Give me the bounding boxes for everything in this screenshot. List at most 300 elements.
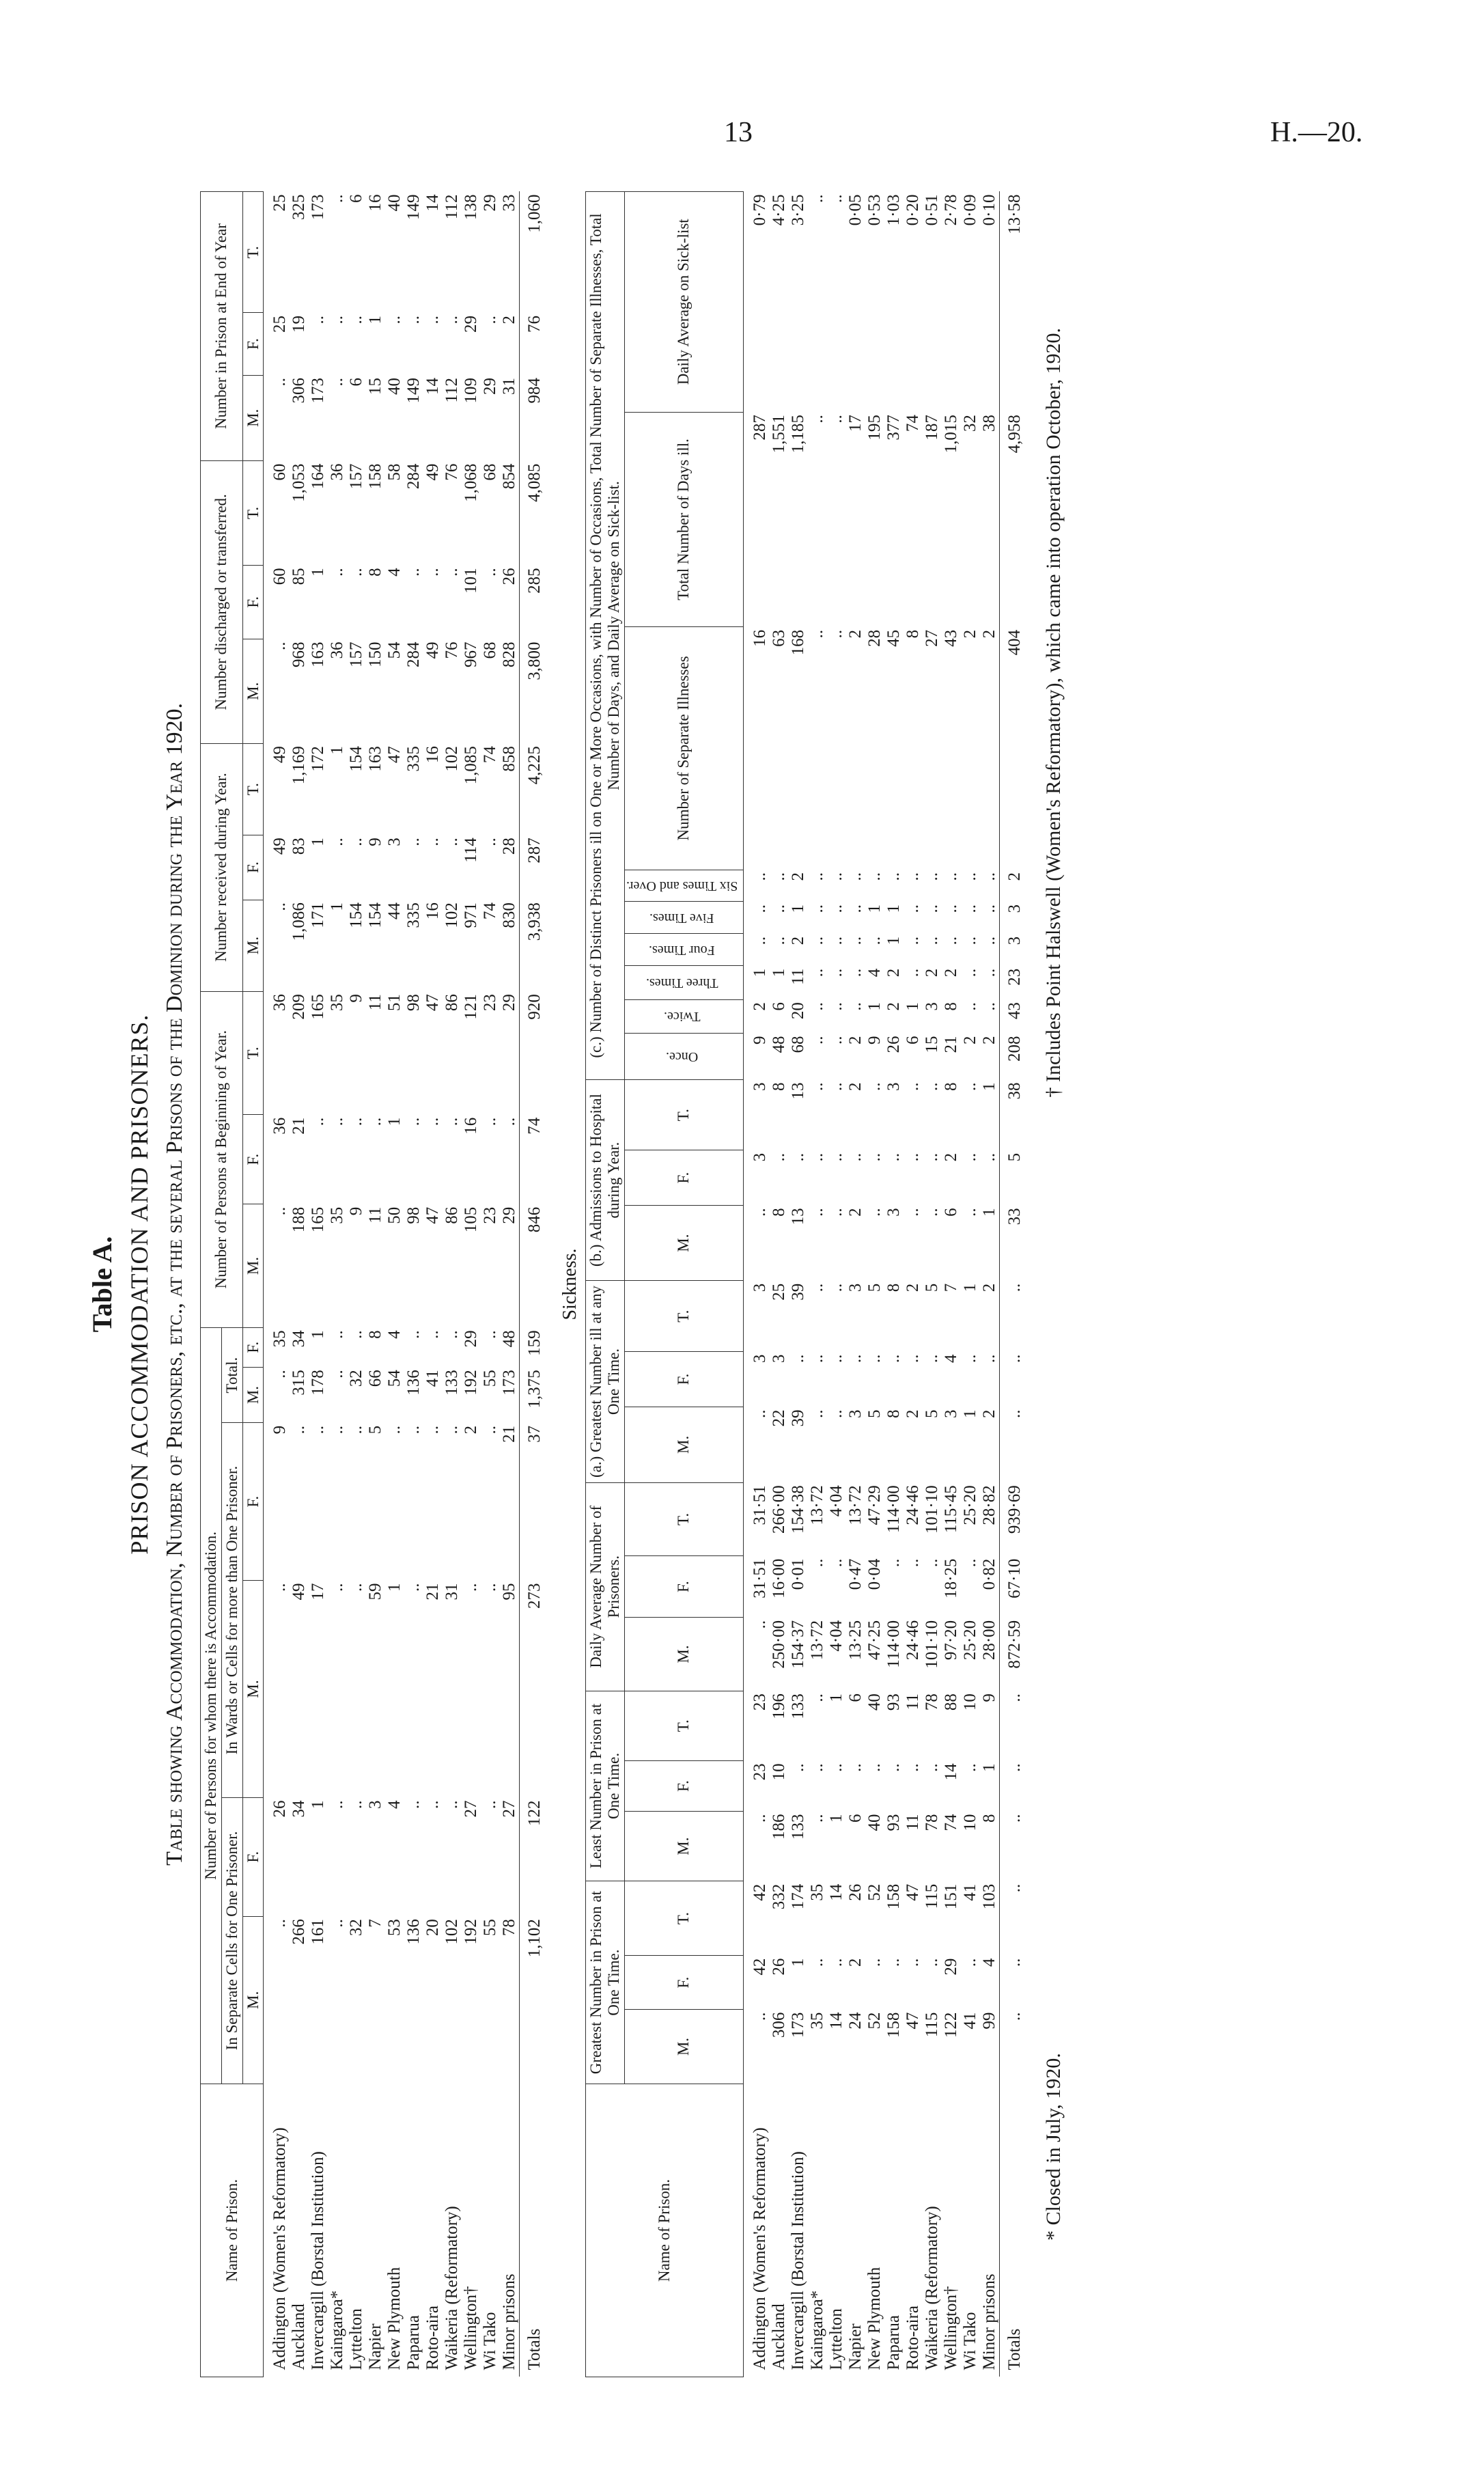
table-cell: 48 bbox=[769, 1036, 788, 1053]
table-cell: .. bbox=[865, 1958, 884, 1967]
table-cell: .. bbox=[443, 1800, 462, 1809]
table-cell: 115·45 bbox=[941, 1485, 960, 1534]
table-cell: 151 bbox=[941, 1883, 960, 1910]
col-daily-average: Daily Average Number of Prisoners. bbox=[586, 1482, 625, 1691]
table-cell: 47 bbox=[423, 994, 443, 1012]
table-cell: .. bbox=[328, 838, 347, 846]
table-cell: .. bbox=[960, 1208, 979, 1217]
table-cell: 0·79 bbox=[750, 194, 769, 226]
table-cell: 2 bbox=[845, 629, 865, 639]
table-cell: .. bbox=[826, 1283, 845, 1292]
footnote-closed: * Closed in July, 1920. bbox=[1041, 2053, 1065, 2241]
table-cell: .. bbox=[328, 1330, 347, 1339]
sickness-table bbox=[585, 191, 1030, 2377]
table-cell: 1,086 bbox=[290, 902, 309, 941]
table-cell: 2 bbox=[845, 1208, 865, 1217]
table-cell: .. bbox=[845, 1002, 865, 1011]
table-cell: .. bbox=[481, 1800, 500, 1809]
table-cell: 27 bbox=[500, 1800, 519, 1818]
table-cell: .. bbox=[443, 568, 462, 577]
table-cell: .. bbox=[865, 872, 884, 881]
table-cell: .. bbox=[750, 1208, 769, 1217]
table-cell: 1 bbox=[865, 1002, 884, 1011]
prison-name: Roto-aira bbox=[423, 2306, 443, 2370]
table-cell: .. bbox=[309, 315, 328, 324]
table-cell: 112 bbox=[443, 378, 462, 403]
table-cell: 335 bbox=[404, 746, 423, 772]
table-cell: 0·20 bbox=[903, 194, 922, 226]
table-cell: .. bbox=[385, 1425, 404, 1435]
table-cell: .. bbox=[385, 315, 404, 324]
totals-row bbox=[520, 192, 550, 2377]
table-row bbox=[264, 192, 290, 2377]
table-cell: 18·25 bbox=[941, 1558, 960, 1599]
table-cell: 3 bbox=[750, 1283, 769, 1292]
table-cell: 149 bbox=[404, 378, 423, 404]
table-cell: 76 bbox=[443, 641, 462, 659]
table-cell: .. bbox=[309, 1117, 328, 1126]
table-cell: 9 bbox=[750, 1036, 769, 1044]
col-beginning: Number of Persons at Beginning of Year. bbox=[201, 991, 243, 1327]
table-cell: 195 bbox=[865, 415, 884, 441]
col-admissions: (b.) Admissions to Hospital during Year. bbox=[586, 1079, 625, 1280]
table-cell: 1 bbox=[979, 1763, 998, 1772]
table-cell: 35 bbox=[328, 994, 347, 1012]
table-cell: 154 bbox=[347, 902, 366, 928]
table-title: Table A. bbox=[87, 1236, 117, 1333]
table-cell: 29 bbox=[462, 315, 481, 333]
table-row bbox=[481, 192, 500, 2377]
table-cell: 0·82 bbox=[979, 1558, 998, 1590]
table-cell: 42 bbox=[750, 1883, 769, 1901]
table-cell: 74 bbox=[941, 1814, 960, 1831]
table-cell: .. bbox=[922, 1558, 941, 1568]
col2-name-of-prison: Name of Prison. bbox=[586, 2084, 744, 2377]
table-cell: 2 bbox=[941, 1152, 960, 1162]
table-cell: 101·10 bbox=[922, 1620, 941, 1669]
totals-cell: 4,085 bbox=[520, 461, 550, 566]
table-cell: 121 bbox=[462, 994, 481, 1020]
table-cell: 173 bbox=[500, 1370, 519, 1396]
table-cell: 3 bbox=[769, 1354, 788, 1364]
totals-cell: 285 bbox=[520, 565, 550, 639]
table-cell: .. bbox=[423, 1117, 443, 1126]
table-cell: 971 bbox=[462, 902, 481, 928]
table-cell: .. bbox=[328, 194, 347, 203]
table-cell: .. bbox=[826, 194, 845, 203]
table-cell: 26 bbox=[884, 1036, 903, 1053]
totals-cell: 872·59 bbox=[999, 1618, 1030, 1691]
table-subtitle: PRISON ACCOMMODATION AND PRISONERS. bbox=[126, 1014, 153, 1555]
table-cell: .. bbox=[884, 1763, 903, 1772]
table-cell: .. bbox=[884, 1958, 903, 1967]
sex-header-m: M. bbox=[242, 1367, 264, 1423]
table-cell: .. bbox=[903, 1208, 922, 1217]
table-cell: 4 bbox=[385, 1330, 404, 1339]
table-cell: 20 bbox=[788, 1002, 807, 1020]
table-cell: .. bbox=[922, 1354, 941, 1364]
col-received: Number received during Year. bbox=[201, 743, 243, 991]
table-cell: 0·05 bbox=[845, 194, 865, 226]
table-cell: .. bbox=[960, 936, 979, 945]
col-name-of-prison: Name of Prison. bbox=[201, 2084, 264, 2377]
table-cell: 9 bbox=[270, 1425, 290, 1435]
table-cell: 40 bbox=[865, 1693, 884, 1711]
table-cell: 3 bbox=[750, 1354, 769, 1364]
table-cell: 2 bbox=[845, 1036, 865, 1044]
sex-header-t: T. bbox=[242, 192, 264, 313]
table-cell: .. bbox=[347, 315, 366, 324]
table-cell: .. bbox=[807, 194, 826, 203]
sex-header-t: T. bbox=[624, 1691, 743, 1760]
table-cell: 20 bbox=[423, 1919, 443, 1937]
table-cell: .. bbox=[865, 1082, 884, 1091]
table-cell: 1 bbox=[309, 1800, 328, 1809]
table-cell: .. bbox=[404, 1800, 423, 1809]
table-cell: 161 bbox=[309, 1919, 328, 1945]
table-cell: 173 bbox=[788, 2012, 807, 2038]
totals-cell: .. bbox=[999, 1881, 1030, 1956]
table-cell: .. bbox=[960, 1152, 979, 1162]
table-cell: 35 bbox=[807, 2012, 826, 2030]
table-cell: 1 bbox=[309, 568, 328, 577]
table-cell: 287 bbox=[750, 415, 769, 441]
table-cell: 27 bbox=[462, 1800, 481, 1818]
table-cell: .. bbox=[903, 872, 922, 881]
table-cell: .. bbox=[270, 1583, 290, 1592]
table-cell: 306 bbox=[290, 378, 309, 404]
table-cell: 85 bbox=[290, 568, 309, 585]
table-cell: 86 bbox=[443, 1206, 462, 1224]
table-cell: 4 bbox=[865, 968, 884, 978]
table-cell: 42 bbox=[750, 1958, 769, 1976]
sex-header-f: F. bbox=[242, 565, 264, 639]
table-cell: .. bbox=[423, 1425, 443, 1435]
table-cell: 58 bbox=[385, 463, 404, 481]
table-cell: 13·72 bbox=[807, 1485, 826, 1525]
totals-cell: 939·69 bbox=[999, 1482, 1030, 1555]
table-cell: 3 bbox=[845, 1409, 865, 1418]
six-times-label: Six Times and Over. bbox=[626, 878, 738, 894]
table-cell: 31 bbox=[500, 378, 519, 396]
col-twice bbox=[624, 999, 743, 1033]
table-cell: 115 bbox=[922, 1883, 941, 1909]
table-cell: 102 bbox=[443, 902, 462, 928]
table-cell: 178 bbox=[309, 1370, 328, 1396]
table-cell: .. bbox=[807, 1036, 826, 1044]
table-cell: .. bbox=[807, 936, 826, 945]
sex-header-m: M. bbox=[242, 900, 264, 991]
table-cell: 164 bbox=[309, 463, 328, 490]
table-cell: .. bbox=[309, 1425, 328, 1435]
table-cell: 136 bbox=[404, 1919, 423, 1945]
table-cell: .. bbox=[462, 1583, 481, 1592]
table-cell: .. bbox=[865, 1208, 884, 1217]
totals-cell: 3 bbox=[999, 902, 1030, 934]
table-cell: 14 bbox=[941, 1763, 960, 1781]
col-five-times bbox=[624, 902, 743, 934]
table-cell: 27 bbox=[922, 629, 941, 647]
table-cell: 2 bbox=[960, 1036, 979, 1044]
table-cell: 8 bbox=[941, 1002, 960, 1011]
table-cell: .. bbox=[270, 378, 290, 387]
totals-cell: 4,225 bbox=[520, 743, 550, 835]
table-cell: .. bbox=[404, 568, 423, 577]
table-cell: .. bbox=[922, 1958, 941, 1967]
table-cell: .. bbox=[443, 315, 462, 324]
table-cell: .. bbox=[960, 1354, 979, 1364]
table-cell: .. bbox=[347, 1583, 366, 1592]
table-cell: .. bbox=[922, 936, 941, 945]
table-cell: 101 bbox=[462, 568, 481, 594]
table-cell: 40 bbox=[385, 194, 404, 212]
table-cell: 47 bbox=[423, 1206, 443, 1224]
sex-header-m: M. bbox=[624, 1812, 743, 1881]
table-cell: .. bbox=[750, 872, 769, 881]
table-cell: 196 bbox=[769, 1693, 788, 1719]
table-cell: 14 bbox=[826, 1883, 845, 1901]
sex-header-f: F. bbox=[624, 1956, 743, 2010]
four-times-label: Four Times. bbox=[649, 942, 715, 958]
table-row bbox=[827, 192, 846, 2377]
table-cell: .. bbox=[270, 1919, 290, 1928]
table-cell: 83 bbox=[290, 838, 309, 855]
sex-header-m: M. bbox=[242, 1204, 264, 1328]
table-row bbox=[789, 192, 808, 2377]
table-cell: 23 bbox=[750, 1693, 769, 1711]
totals-cell: 37 bbox=[520, 1423, 550, 1581]
table-cell: 9 bbox=[347, 994, 366, 1003]
table-cell: 49 bbox=[270, 838, 290, 855]
col-wards: In Wards or Cells for more than One Prisoner. bbox=[221, 1423, 242, 1798]
table-cell: 60 bbox=[270, 463, 290, 481]
table-cell: 2 bbox=[884, 968, 903, 978]
table-cell: 3 bbox=[922, 1002, 941, 1011]
table-cell: 8 bbox=[903, 629, 922, 639]
table-cell: 306 bbox=[769, 2012, 788, 2038]
table-row bbox=[443, 192, 462, 2377]
table-cell: 24·46 bbox=[903, 1485, 922, 1525]
table-cell: 6 bbox=[347, 378, 366, 387]
totals-cell: 3,938 bbox=[520, 900, 550, 991]
totals-cell: .. bbox=[999, 2010, 1030, 2084]
prison-name: Waikeria (Reformatory) bbox=[443, 2206, 462, 2370]
table-cell: 1·03 bbox=[884, 194, 903, 226]
table-cell: 25 bbox=[270, 194, 290, 212]
totals-cell: 404 bbox=[999, 627, 1030, 870]
col-end-of-year: Number in Prison at End of Year bbox=[201, 192, 243, 461]
table-cell: 114·00 bbox=[884, 1485, 903, 1534]
table-cell: 74 bbox=[903, 415, 922, 432]
table-cell: 8 bbox=[366, 568, 385, 577]
table-cell: .. bbox=[347, 1330, 366, 1339]
totals-cell: 38 bbox=[999, 1079, 1030, 1150]
table-cell: 0·10 bbox=[979, 194, 998, 226]
sex-header-t: T. bbox=[624, 1881, 743, 1956]
table-cell: .. bbox=[845, 1763, 865, 1772]
table-cell: 39 bbox=[788, 1283, 807, 1301]
prison-name: Wellington† bbox=[462, 2286, 481, 2370]
table-cell: .. bbox=[960, 872, 979, 881]
table-cell: 150 bbox=[366, 641, 385, 667]
table-cell: 11 bbox=[903, 1693, 922, 1711]
table-cell: 4 bbox=[385, 568, 404, 577]
totals-cell: .. bbox=[999, 1352, 1030, 1407]
table-cell: .. bbox=[290, 1425, 309, 1435]
table-cell: 8 bbox=[979, 1814, 998, 1823]
table-cell: 1 bbox=[328, 746, 347, 755]
table-cell: 26 bbox=[769, 1958, 788, 1976]
table-cell: .. bbox=[884, 1558, 903, 1568]
table-cell: 59 bbox=[366, 1583, 385, 1601]
table-cell: 3 bbox=[845, 1283, 865, 1292]
table-cell: 967 bbox=[462, 641, 481, 667]
totals-row bbox=[999, 192, 1030, 2377]
table-cell: 1 bbox=[960, 1409, 979, 1418]
table-cell: .. bbox=[884, 1152, 903, 1162]
totals-cell: 122 bbox=[520, 1797, 550, 1916]
table-cell: 31·51 bbox=[750, 1485, 769, 1525]
totals-cell: 13·58 bbox=[999, 192, 1030, 413]
table-cell: 49 bbox=[423, 463, 443, 481]
table-cell: .. bbox=[826, 1208, 845, 1217]
table-cell: 0·04 bbox=[865, 1558, 884, 1590]
table-cell: 6 bbox=[941, 1208, 960, 1217]
totals-cell: 159 bbox=[520, 1327, 550, 1367]
table-cell: 13·25 bbox=[845, 1620, 865, 1661]
table-cell: 63 bbox=[769, 629, 788, 647]
table-cell: 23 bbox=[481, 994, 500, 1012]
table-cell: 76 bbox=[443, 463, 462, 481]
table-row bbox=[385, 192, 404, 2377]
table-cell: 1,185 bbox=[788, 415, 807, 454]
totals-cell: .. bbox=[999, 1760, 1030, 1811]
table-cell: .. bbox=[865, 1763, 884, 1772]
totals-cell: 287 bbox=[520, 835, 550, 900]
prison-name: Napier bbox=[366, 2323, 385, 2370]
table-cell: 25 bbox=[769, 1283, 788, 1301]
table-cell: .. bbox=[270, 1370, 290, 1379]
table-cell: 53 bbox=[385, 1919, 404, 1937]
table-cell: 158 bbox=[366, 463, 385, 490]
table-cell: 41 bbox=[960, 1883, 979, 1901]
table-cell: 1 bbox=[385, 1117, 404, 1126]
table-cell: 172 bbox=[309, 746, 328, 772]
accommodation-table-body bbox=[264, 192, 550, 2377]
table-cell: 165 bbox=[309, 994, 328, 1020]
table-cell: 2 bbox=[922, 968, 941, 978]
table-cell: 154·37 bbox=[788, 1620, 807, 1669]
table-cell: 29 bbox=[481, 194, 500, 212]
table-cell: .. bbox=[979, 968, 998, 978]
table-cell: 36 bbox=[328, 463, 347, 481]
table-cell: .. bbox=[826, 1002, 845, 1011]
table-cell: .. bbox=[481, 315, 500, 324]
table-cell: 157 bbox=[347, 463, 366, 490]
totals-cell: 33 bbox=[999, 1205, 1030, 1280]
table-cell: .. bbox=[922, 1082, 941, 1091]
prison-name: Auckland bbox=[769, 2303, 788, 2370]
table-cell: .. bbox=[979, 872, 998, 881]
table-cell: 8 bbox=[769, 1082, 788, 1091]
sex-header-t: T. bbox=[624, 1482, 743, 1555]
table-cell: 2 bbox=[845, 1082, 865, 1091]
table-cell: 174 bbox=[788, 1883, 807, 1910]
prison-name: Lyttelton bbox=[826, 2308, 845, 2370]
table-cell: 68 bbox=[481, 463, 500, 481]
table-cell: 45 bbox=[884, 629, 903, 647]
sex-header-m: M. bbox=[624, 1205, 743, 1280]
table-row bbox=[743, 192, 770, 2377]
table-cell: .. bbox=[845, 936, 865, 945]
table-cell: 26 bbox=[845, 1883, 865, 1901]
table-cell: .. bbox=[826, 1036, 845, 1044]
table-cell: 4 bbox=[979, 1958, 998, 1967]
sex-header-m: M. bbox=[624, 1618, 743, 1691]
table-cell: 192 bbox=[462, 1370, 481, 1396]
table-cell: 9 bbox=[347, 1206, 366, 1216]
table-cell: 149 bbox=[404, 194, 423, 220]
table-cell: 3 bbox=[884, 1208, 903, 1217]
table-cell: .. bbox=[845, 904, 865, 913]
table-cell: 41 bbox=[960, 2012, 979, 2030]
table-cell: 24 bbox=[845, 2012, 865, 2030]
table-row bbox=[404, 192, 423, 2377]
table-cell: .. bbox=[903, 904, 922, 913]
table-cell: 3 bbox=[750, 1152, 769, 1162]
once-label: Once. bbox=[665, 1049, 699, 1064]
table-cell: .. bbox=[979, 904, 998, 913]
table-cell: 5 bbox=[366, 1425, 385, 1435]
accommodation-table bbox=[200, 191, 550, 2377]
prison-name: Wi Tako bbox=[960, 2312, 979, 2370]
table-cell: 5 bbox=[865, 1409, 884, 1418]
table-cell: 1 bbox=[769, 968, 788, 978]
col-separate-cells: In Separate Cells for One Prisoner. bbox=[221, 1797, 242, 2084]
table-cell: .. bbox=[903, 1558, 922, 1568]
table-cell: 68 bbox=[788, 1036, 807, 1053]
table-cell: 25·20 bbox=[960, 1620, 979, 1661]
col-discharged: Number discharged or transferred. bbox=[201, 461, 243, 744]
totals-cell: .. bbox=[999, 1691, 1030, 1760]
footnotes bbox=[1042, 191, 1065, 2377]
table-cell: .. bbox=[443, 1330, 462, 1339]
table-cell: 99 bbox=[979, 2012, 998, 2030]
table-cell: 35 bbox=[270, 1330, 290, 1348]
table-cell: 2 bbox=[462, 1425, 481, 1435]
table-cell: .. bbox=[960, 1763, 979, 1772]
table-cell: 105 bbox=[462, 1206, 481, 1233]
totals-cell: 76 bbox=[520, 313, 550, 375]
table-cell: 103 bbox=[979, 1883, 998, 1910]
sex-header-f: F. bbox=[242, 1797, 264, 1916]
table-cell: .. bbox=[788, 1763, 807, 1772]
totals-cell: .. bbox=[999, 1956, 1030, 2010]
table-cell: 1 bbox=[750, 968, 769, 978]
table-cell: .. bbox=[826, 1958, 845, 1967]
table-cell: 5 bbox=[922, 1409, 941, 1418]
sex-header-m: M. bbox=[242, 375, 264, 461]
prison-name: Wi Tako bbox=[481, 2312, 500, 2370]
sex-header-m: M. bbox=[624, 1407, 743, 1482]
sex-header-m: M. bbox=[242, 639, 264, 743]
table-cell: 2 bbox=[979, 1036, 998, 1044]
table-cell: 4·25 bbox=[769, 194, 788, 226]
table-cell: .. bbox=[500, 1117, 519, 1126]
totals-cell: 2 bbox=[999, 870, 1030, 902]
table-cell: 9 bbox=[865, 1036, 884, 1044]
table-cell: 31·51 bbox=[750, 1558, 769, 1599]
